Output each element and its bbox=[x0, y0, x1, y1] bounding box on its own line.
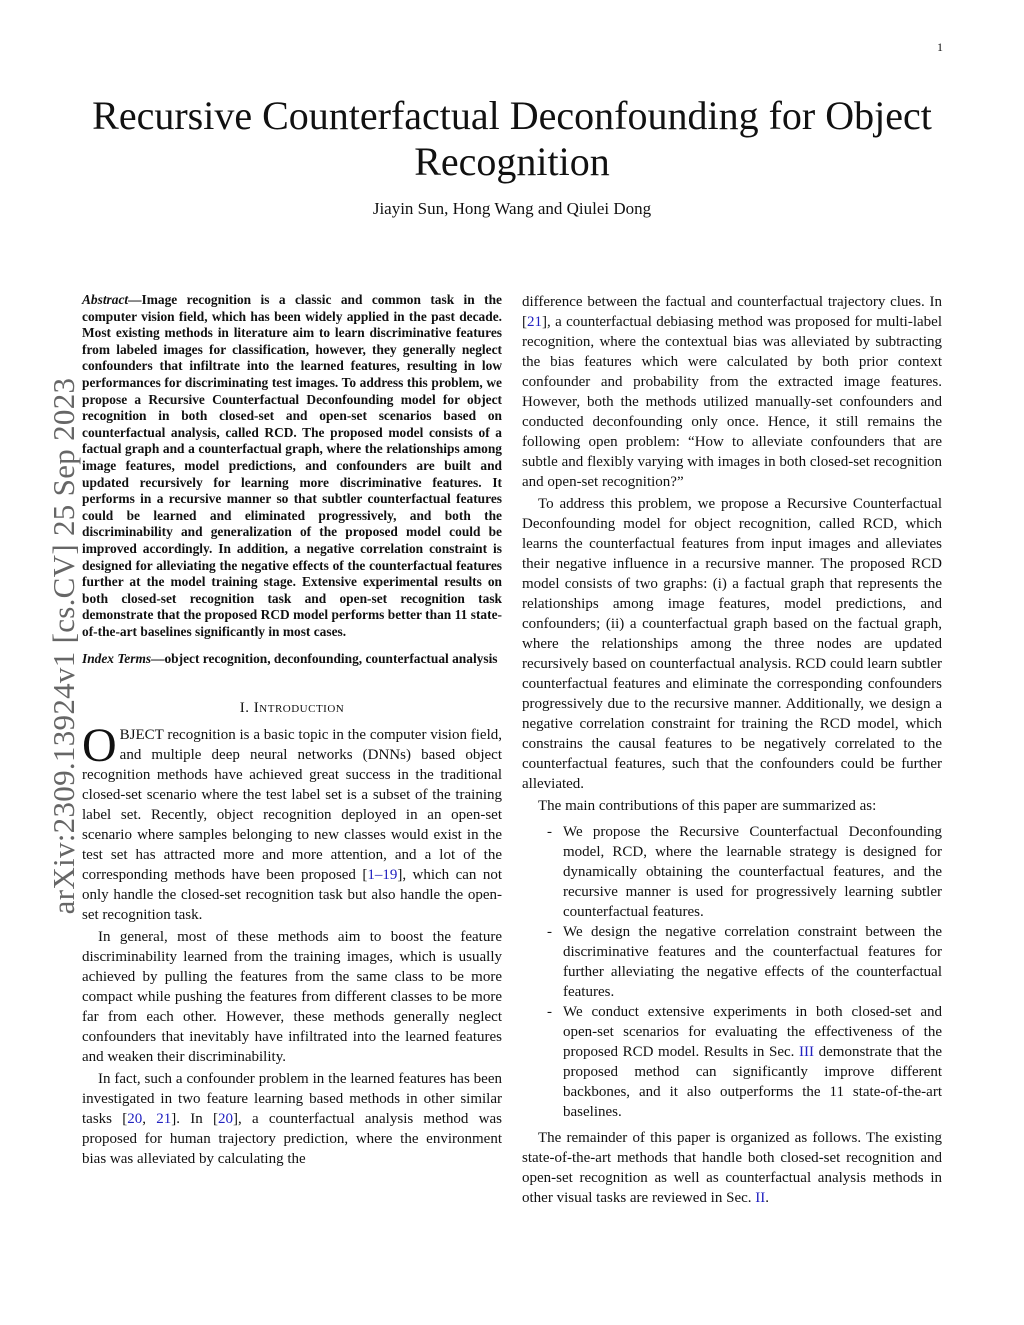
contribution-text: We conduct extensive experiments in both closed-set and open-set scenarios for evaluating the effectiveness of the proposed RCD model. Results in Sec. bbox=[563, 1004, 942, 1060]
bullet-marker: - bbox=[547, 824, 552, 840]
citation-link[interactable]: 20 bbox=[127, 1111, 143, 1128]
page-number: 1 bbox=[937, 40, 943, 54]
intro-paragraph-1 bbox=[82, 719, 502, 925]
intro-paragraph-3 bbox=[82, 1069, 502, 1169]
intro-paragraph-3-text: ], a counterfactual debiasing method was proposed for multi-label recognition, where the contextual bias was alleviated by subtracting the bias features which were calculated by both prior context confounder and probability from the extracted image features. However, both the methods utilized manually-set confounders and conducted deconfounding only once. Hence, it still remains the following open problem: “How to alleviate confounders that are subtle and flexibly varying with images in both closed-set recognition and open-set recognition?” bbox=[522, 314, 942, 490]
intro-paragraph-1-text: BJECT recognition is a basic topic in the computer vision field, and multiple deep neural networks (DNNs) based object recognition methods have achieved great success in the traditional closed-set scenario where the test label set is a subset of the training label set. Recently, object recognition deployed in an open-set scenario where samples belonging to new classes would exist in the test set has attracted more and more attention, and a lot of the corresponding methods have been proposed [ bbox=[82, 727, 502, 884]
citation-link[interactable]: 20 bbox=[217, 1111, 233, 1128]
index-terms bbox=[82, 651, 502, 668]
contribution-item bbox=[547, 822, 942, 922]
contributions-intro: The main contributions of this paper are summarized as: bbox=[538, 798, 877, 814]
intro-paragraph-4: To address this problem, we propose a Recursive Counterfactual Deconfounding model for object recognition, called RCD, which learns the counterfactual features from input images and alleviates their negative influence in a recursive manner. The proposed RCD model consists of two graphs: (i) a factual graph that represents the relationships among image features, model predictions, and confounders; (ii) a counterfactual graph based on the factual graph, where the relationships among the three nodes are updated recursively based on counterfactual analysis. RCD could learn subtler counterfactual features and eliminate the corresponding confounders progressively due to the recursive manner. Additionally, we design a negative correlation constraint for training the RCD model, which constrains the causal features to be negatively correlated to the counterfactual features, such that the confounders could be further alleviated. bbox=[522, 496, 942, 792]
intro-paragraph-3-text: ]. In [ bbox=[171, 1111, 218, 1128]
intro-paragraph-3-continued bbox=[522, 292, 942, 492]
intro-paragraph-3-text: ], a counterfactual analysis method was proposed for human trajectory prediction, where the environment bias was alleviated by calculating the bbox=[82, 1111, 502, 1168]
intro-paragraph-6-text: . bbox=[765, 1190, 770, 1206]
abstract-label: Abstract bbox=[82, 292, 129, 307]
intro-paragraph-6 bbox=[522, 1128, 942, 1208]
citation-separator: , bbox=[142, 1111, 157, 1128]
abstract bbox=[82, 292, 502, 640]
index-terms-dash: — bbox=[151, 651, 165, 667]
contribution-text: We design the negative correlation constraint between the discriminative features and the counterfactual features for further alleviating the negative effects of the counterfactual features. bbox=[563, 924, 942, 1000]
citation-link[interactable]: III bbox=[799, 1044, 815, 1060]
section-number: I. bbox=[239, 700, 254, 717]
citation-link[interactable]: 1–19 bbox=[367, 867, 398, 884]
abstract-dash: — bbox=[128, 292, 142, 307]
citation-link[interactable]: 21 bbox=[156, 1111, 172, 1128]
author-list: Jiayin Sun, Hong Wang and Qiulei Dong bbox=[372, 199, 652, 218]
intro-paragraph-2: In general, most of these methods aim to boost the feature discriminability learned from the training images, which is usually achieved by pulling the features from the same class to be more compact while pushing the features from different classes to be more far from each other. However, these methods generally neglect confounders that inevitably have infiltrated into the learned features and weaken their discriminability. bbox=[82, 929, 502, 1066]
left-column bbox=[82, 292, 502, 1169]
intro-paragraph-3-text: difference between the factual and counterfactual trajectory clues. In [ bbox=[522, 294, 942, 330]
section-title: Introduction bbox=[253, 700, 345, 717]
intro-paragraph-1-end: ], which can not only handle the closed-set recognition task but also handle the open-set recognition task. bbox=[82, 867, 502, 924]
contribution-item bbox=[547, 922, 942, 1002]
contribution-item bbox=[547, 1002, 942, 1122]
right-column bbox=[522, 292, 942, 1208]
arxiv-identifier: arXiv:2309.13924v1 [cs.CV] 25 Sep 2023 bbox=[46, 377, 81, 915]
intro-paragraph-3-text: In fact, such a confounder problem in the learned features has been investigated in two feature learning based methods in other similar tasks [ bbox=[82, 1071, 502, 1128]
citation-link[interactable]: II bbox=[755, 1190, 766, 1206]
citation-link[interactable]: 21 bbox=[527, 314, 542, 330]
intro-paragraph-6-text: The remainder of this paper is organized as follows. The existing state-of-the-art methods that handle both closed-set recognition and open-set recognition as well as counterfactual analysis methods in other visual tasks are reviewed in Sec. bbox=[522, 1130, 942, 1206]
contributions-list bbox=[522, 822, 942, 1122]
paper-title: Recursive Counterfactual Deconfounding for Object Recognition bbox=[92, 93, 932, 184]
bullet-marker: - bbox=[547, 1004, 552, 1020]
drop-cap-letter: O bbox=[82, 719, 117, 773]
index-terms-label: Index Terms bbox=[82, 651, 152, 667]
section-heading-introduction bbox=[82, 698, 502, 718]
bullet-marker: - bbox=[547, 924, 552, 940]
contribution-text: We propose the Recursive Counterfactual Deconfounding model, RCD, where the learnable strategy is designed for dynamically obtaining the counterfactual features, and the recursive manner is used for progressively learning subtler counterfactual features. bbox=[563, 824, 942, 920]
index-terms-text: object recognition, deconfounding, counterfactual analysis bbox=[164, 651, 498, 667]
abstract-text: Image recognition is a classic and common task in the computer vision field, which has been widely applied in the past decade. Most existing methods in literature aim to learn discriminative features from labeled images for classification, however, they generally neglect confounders that infiltrate into the learned features, resulting in low performances for discriminating test images. To address this problem, we propose a Recursive Counterfactual Deconfounding model for object recognition in both closed-set and open-set scenarios based on counterfactual analysis, called RCD. The proposed model consists of a factual graph and a counterfactual graph, where the relationships among image features, model predictions, and confounders are built and updated recursively for learning more discriminative features. It performs in a recursive manner so that subtler counterfactual features could be learned and eliminated progressively, and both the discriminability and generalization of the proposed model could be improved accordingly. In addition, a negative correlation constraint is designed for alleviating the negative effects of the counterfactual features further at the model training stage. Extensive experimental results on both closed-set recognition task and open-set recognition task demonstrate that the proposed RCD model performs better than 11 state-of-the-art baselines significantly in most cases. bbox=[82, 292, 502, 639]
contribution-text: demonstrate that the proposed method can significantly improve different backbones, and it also outperforms the 11 state-of-the-art baselines. bbox=[563, 1044, 942, 1120]
